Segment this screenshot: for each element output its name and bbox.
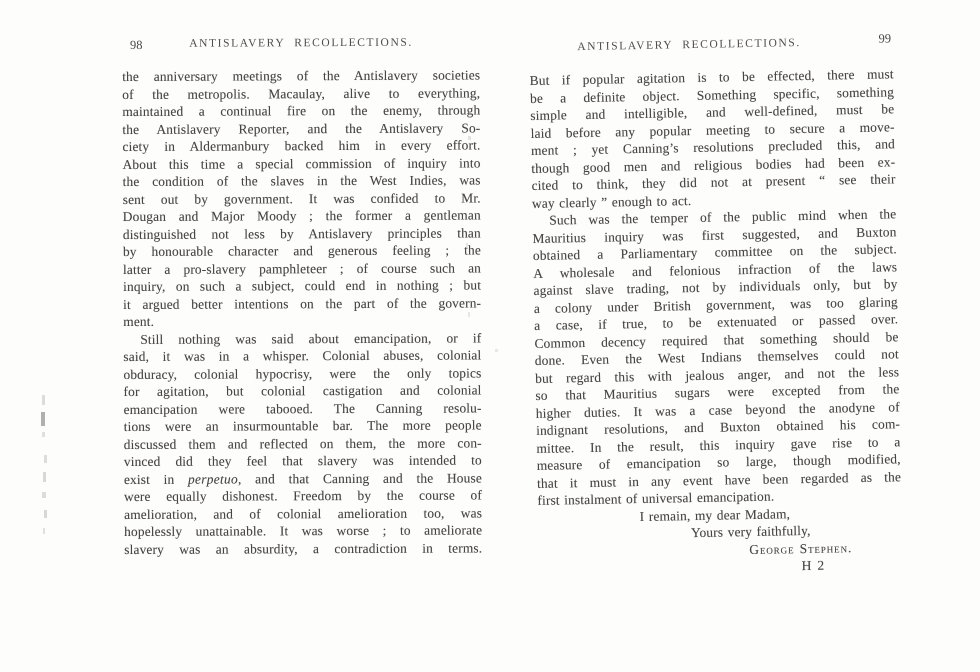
text-line: tions were an insurmountable bar. The more people <box>123 417 482 434</box>
text-line: measure of emancipation so large, though modified, <box>536 451 901 473</box>
text-line: I remain, my dear Madam, <box>639 505 791 524</box>
scan-artifact <box>42 492 46 498</box>
text-line: A wholesale and felonious infraction of the laws <box>533 258 898 281</box>
page-number-left: 98 <box>129 37 143 52</box>
text-line: Yours very faithfully, <box>690 522 811 541</box>
text-line: Such was the temper of the public mind when the <box>549 206 897 228</box>
text-line: sent out by government. It was confided to Mr. <box>122 189 481 207</box>
text-line: for agitation, but colonial castigation and colonial <box>123 382 482 399</box>
text-line: But if popular agitation is to be effected, there must <box>529 66 894 88</box>
text-line: a colony under British government, was too glaring <box>533 293 898 316</box>
text-line: About this time a special commission of inquiry into <box>122 154 481 172</box>
text-line: hopelessly unattainable. It was worse ; to ameliorate <box>124 522 483 539</box>
text-line: the condition of the slaves in the West Indies, was <box>122 172 481 189</box>
scan-artifact <box>468 136 471 140</box>
text-line: latter a pro-slavery pamphleteer ; of course such an <box>122 259 482 277</box>
text-line: though good men and religious bodies had been ex- <box>531 153 896 176</box>
text-line: ciety in Aldermanbury backed him in every effort. <box>122 137 481 154</box>
text-line: ment. <box>123 313 155 329</box>
text-line: discussed them and reflected on them, the more con- <box>123 434 482 452</box>
text-line: exist in perpetuo, and that Canning and the House <box>123 469 482 487</box>
text-line: the anniversary meetings of the Antislavery societies <box>122 67 481 84</box>
text-line: higher duties. It was a case beyond the anodyne of <box>535 398 900 421</box>
text-line: first instalment of universal emancipation. <box>537 488 775 508</box>
scan-artifact <box>42 395 45 405</box>
text-line: said, it was in a whisper. Colonial abuses, colonial <box>123 347 482 364</box>
scan-artifact <box>44 510 47 518</box>
text-line: amelioration, and of colonial amelioration too, was <box>124 504 483 522</box>
text-line: laid before any popular meeting to secure a move- <box>530 118 895 141</box>
right-page-header <box>529 31 893 60</box>
text-line: obtained a Parliamentary committee on the subject. <box>532 241 897 263</box>
text-line: against slave trading, not by individuals only, but by <box>533 276 898 298</box>
text-line: but regard this with jealous anger, and not the less <box>535 363 900 386</box>
text-line: maintained a continual fire on the enemy, through <box>122 102 481 119</box>
text-line: that it must in any event have been regarded as the <box>536 468 902 491</box>
text-line: obduracy, colonial hypocrisy, were the only topics <box>123 364 482 382</box>
text-line: were equally dishonest. Freedom by the course of <box>123 487 483 504</box>
scan-artifact <box>495 349 498 352</box>
text-line: indignant resolutions, and Buxton obtained his com- <box>535 416 901 438</box>
text-line: a case, if true, to be extenuated or passed over. <box>534 311 899 333</box>
text-line: George Stephen. <box>749 539 853 557</box>
text-line: slavery was an absurdity, a contradiction in terms. <box>124 539 483 557</box>
scan-artifact <box>41 412 45 426</box>
text-line: done. Even the West Indians themselves could not <box>534 346 899 368</box>
text-line: of the metropolis. Macaulay, alive to everything, <box>122 84 481 102</box>
text-line: Mauritius inquiry was first suggested, and Buxton <box>532 223 897 246</box>
left-page <box>122 36 482 558</box>
running-title-left: ANTISLAVERY RECOLLECTIONS. <box>189 36 413 50</box>
right-page-body <box>530 65 903 579</box>
text-line: emancipation were tabooed. The Canning resolu- <box>123 399 482 417</box>
text-line: be a definite object. Something specific, something <box>529 83 895 106</box>
text-line: Dougan and Major Moody ; the former a gentleman <box>122 207 481 224</box>
text-line: distinguished not less by Antislavery principles than <box>122 224 481 242</box>
text-line: ment ; yet Canning’s resolutions precluded this, and <box>530 136 896 158</box>
text-line: by honourable character and generous feeling ; the <box>122 242 481 259</box>
right-page <box>529 31 903 579</box>
left-page-header <box>122 36 480 56</box>
scan-artifact <box>468 312 470 317</box>
scan-artifact <box>43 472 46 482</box>
left-page-body <box>122 66 482 558</box>
text-line: the Antislavery Reporter, and the Antislavery So- <box>122 119 481 137</box>
scan-artifact <box>44 455 47 463</box>
running-title-right: ANTISLAVERY RECOLLECTIONS. <box>577 37 801 54</box>
text-line: Still nothing was said about emancipation, or if <box>140 329 482 347</box>
text-line: simple and intelligible, and well-defined, must be <box>530 101 895 123</box>
scan-artifact <box>466 243 468 249</box>
text-line: way clearly ” enough to act. <box>531 192 692 211</box>
text-line: H 2 <box>801 557 826 574</box>
text-line: mittee. In the result, this inquiry gave rise to a <box>536 433 901 456</box>
scan-artifact <box>43 528 45 534</box>
text-line: cited to think, they did not at present “ see their <box>531 171 896 193</box>
text-line: vinced did they feel that slavery was intended to <box>123 452 482 469</box>
text-line: Common decency required that something should be <box>534 328 899 351</box>
text-line: it argued better intentions on the part of the govern- <box>123 294 482 312</box>
text-line: inquiry, on such a subject, could end in nothing ; but <box>123 277 482 294</box>
text-line: so that Mauritius sugars were excepted from the <box>535 381 900 403</box>
scan-artifact <box>42 432 45 437</box>
page-number-right: 99 <box>878 31 892 46</box>
